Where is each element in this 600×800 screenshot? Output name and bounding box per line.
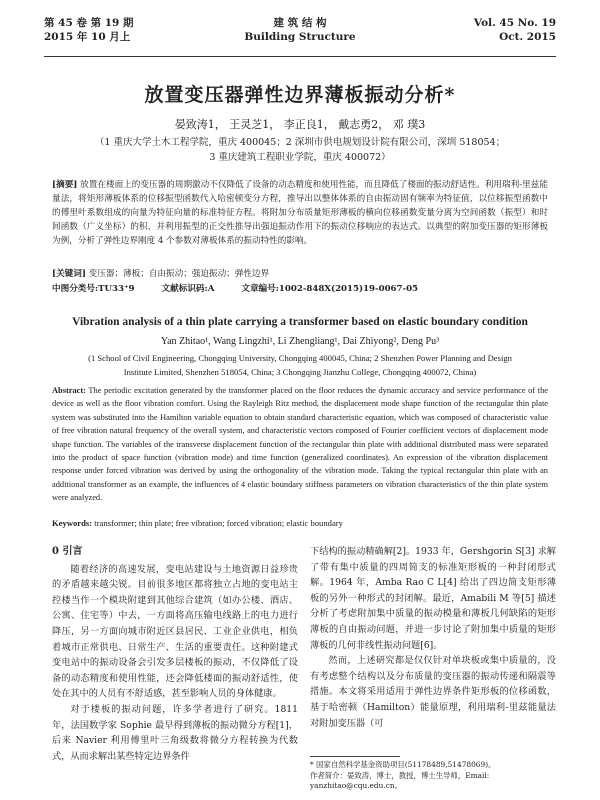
- body-paragraph: 随着经济的高速发展，变电站建设与土地资源日益珍贵的矛盾越来越尖锐。目前很多地区都将独立占地的变电站主控楼当作一个模块附建到其他综合建筑（如办公楼、酒店、公寓、住宅等）中去，一方面将高压输电线路上的电力进行降压，另一方面向城市附近区县居民、工业企业供电，相负着城市正常供电、日常生产、生活的重要责任。这种附建式变电站中的振动设备会引发多层楼板的振动，不仅降低了设备的动态精度和使用性能，还会降低楼面的振动舒适性，使处在其中的人员有不舒适感，甚至影响人员的身体健康。: [52, 563, 298, 700]
- affiliation-cn-line-2: 3 重庆建筑工程职业学院，重庆 400072）: [209, 152, 391, 163]
- header-volume-issue-en: [474, 16, 556, 44]
- abstract-cn-text: 放置在楼面上的变压器的周期激动不仅降低了设备的动态精度和使用性能，而且降低了楼面的振动舒适性。利用瑞利-里兹能量法，将矩形薄板体系的位移振型函数代入哈密顿变分方程，推导出以整体体系的自由振动固有频率为特征值，以位移振型函数中的傅里叶系数组成的向量为特征向量的标准特征方程。将附加分布质量矩形薄板的横向位移函数变量分离为空间函数（振型）和时间函数（广义坐标）的积，并利用振型的正交性推导出强迫振动作用下的振动位移响应的表达式。以典型的附加变压器的矩形薄板为例，分析了弹性边界刚度 4 个参数对薄板体系的振动特性的影响。: [52, 180, 548, 246]
- header-date-en: Oct. 2015: [499, 31, 556, 43]
- article-number: 1002-848X(2015)19-0067-05: [278, 284, 419, 294]
- body-column-left: [52, 544, 298, 764]
- doc-code-label: 文献标识码:: [161, 284, 208, 294]
- affiliation-en-line-1: (1 School of Civil Engineering, Chongqing University, Chongqing 400045, China; 2 Shenzhen Power Planning and Design: [88, 353, 512, 363]
- keywords-en: [52, 518, 548, 528]
- article-number-label: 文章编号:: [241, 284, 279, 294]
- keywords-cn-text: 变压器；薄板；自由振动；强迫振动；弹性边界: [88, 269, 270, 279]
- title-en: Vibration analysis of a thin plate carrying a transformer based on elastic boundary condition: [72, 316, 528, 328]
- classification-line: [52, 283, 548, 296]
- affiliation-en-line-2: Institute Limited, Shenzhen 518054, China; 3 Chongqing Jianzhu College, Chongqing 400072, China): [123, 367, 477, 377]
- footnote-rule: [310, 756, 400, 757]
- header-vol-en: Vol. 45 No. 19: [473, 17, 556, 29]
- doc-code: A: [207, 284, 215, 294]
- keywords-cn-label: [关键词]: [52, 269, 86, 279]
- body-paragraph: 然而，上述研究都是仅仅针对单块板或集中质量的，没有考虑整个结构以及分布质量的变压器的振动传递和隔震等措施。本文将采用适用于弹性边界条件矩形板的位移函数，基于哈密顿（Hamilton）能量原理，利用瑞利-里兹能量法对附加变压器（可: [310, 655, 556, 729]
- clc-code: TU33⁺9: [98, 284, 135, 294]
- body-paragraph: 下结构的振动精确解[2]。1933 年，Gershgorin S[3] 求解了带有集中质量的四周简支的标准矩形板的一种封闭形式解。1964 年，Amba Rao C L[4] 给出了四边简支矩形薄板的另外一种形式的封闭解。最近，Amabili M 等[5] 描述分析了考虑附加集中质量的振动模量和薄板几何缺陷的矩形薄板的自由振动问题，并进一步讨论了附加集中质量的矩形薄板的几何非线性振动问题[6]。: [310, 546, 556, 651]
- header-date: 2015 年 10 月上: [44, 31, 131, 43]
- authors-en: Yan Zhitao¹, Wang Lingzhi¹, Li Zhengliang¹, Dai Zhiyong², Deng Pu³: [160, 336, 440, 347]
- keywords-en-text: transformer; thin plate; free vibration; forced vibration; elastic boundary: [94, 518, 343, 528]
- header-rule: [44, 56, 556, 57]
- clc-label: 中图分类号:: [52, 284, 99, 294]
- footnote: * 国家自然科学基金资助项目(51178489,51478069)。 作者简介：晏致涛，博士，教授，博士生导师，Email: yanzhitao@cqu.edu.cn。: [310, 760, 496, 790]
- body-column-right: [310, 544, 556, 731]
- abstract-cn-label: [摘要]: [52, 180, 78, 190]
- abstract-en-text: The periodic excitation generated by the transformer placed on the floor reduces the dynamic accuracy and service performance of the device as well as the floor vibration comfort. Using the Rayleigh Ritz method, the displacement mode shape function of the rectangular thin plate system was substituted into the Hamilton variable equation to obtain standard characteristic equation, which was composed of characteristic value of free vibration natural frequency of the overall system, and characteristic vectors composed of Fourier coefficient vectors of displacement mode shape function. The variables of the transverse displacement function of the rectangular thin plate with additional distributed mass were separated into the product of space function (vibration mode) and time function (generalized coordinates). An expression of the vibration displacement response under forced vibration was derived by using the orthogonality of the vibration mode. Taking the typical rectangular thin plate with an additional transformer as an example, the influences of 4 elastic boundary stiffness parameters on vibration characteristics of the thin plate system were analyzed.: [52, 386, 548, 503]
- journal-name-en: Building Structure: [244, 31, 356, 43]
- header-volume: 第 45 卷 第 19 期: [44, 17, 134, 29]
- running-header: [44, 8, 556, 54]
- journal-name-cn: 建 筑 结 构: [273, 17, 327, 29]
- abstract-cn: [52, 178, 548, 248]
- body-paragraph: 对于楼板的振动问题，许多学者进行了研究。1811 年，法国数学家 Sophie 最早得到薄板的振动微分方程[1]，后来 Navier 利用傅里叶三角级数将微分方程转换为代数式，从而求解出某些特定边界条件: [52, 703, 298, 762]
- section-heading: 0 引言: [52, 546, 83, 557]
- abstract-en-label: Abstract:: [52, 386, 86, 395]
- abstract-en: [52, 384, 548, 505]
- keywords-en-label: Keywords:: [52, 518, 93, 528]
- affiliation-cn-line-1: （1 重庆大学土木工程学院，重庆 400045；2 深圳市供电规划设计院有限公司，深圳 518054；: [94, 137, 506, 148]
- title-cn: 放置变压器弹性边界薄板振动分析*: [144, 84, 456, 106]
- authors-cn: 晏致涛1， 王灵芝1， 李正良1， 戴志勇2， 邓 璞3: [174, 118, 426, 131]
- keywords-cn: [52, 268, 548, 281]
